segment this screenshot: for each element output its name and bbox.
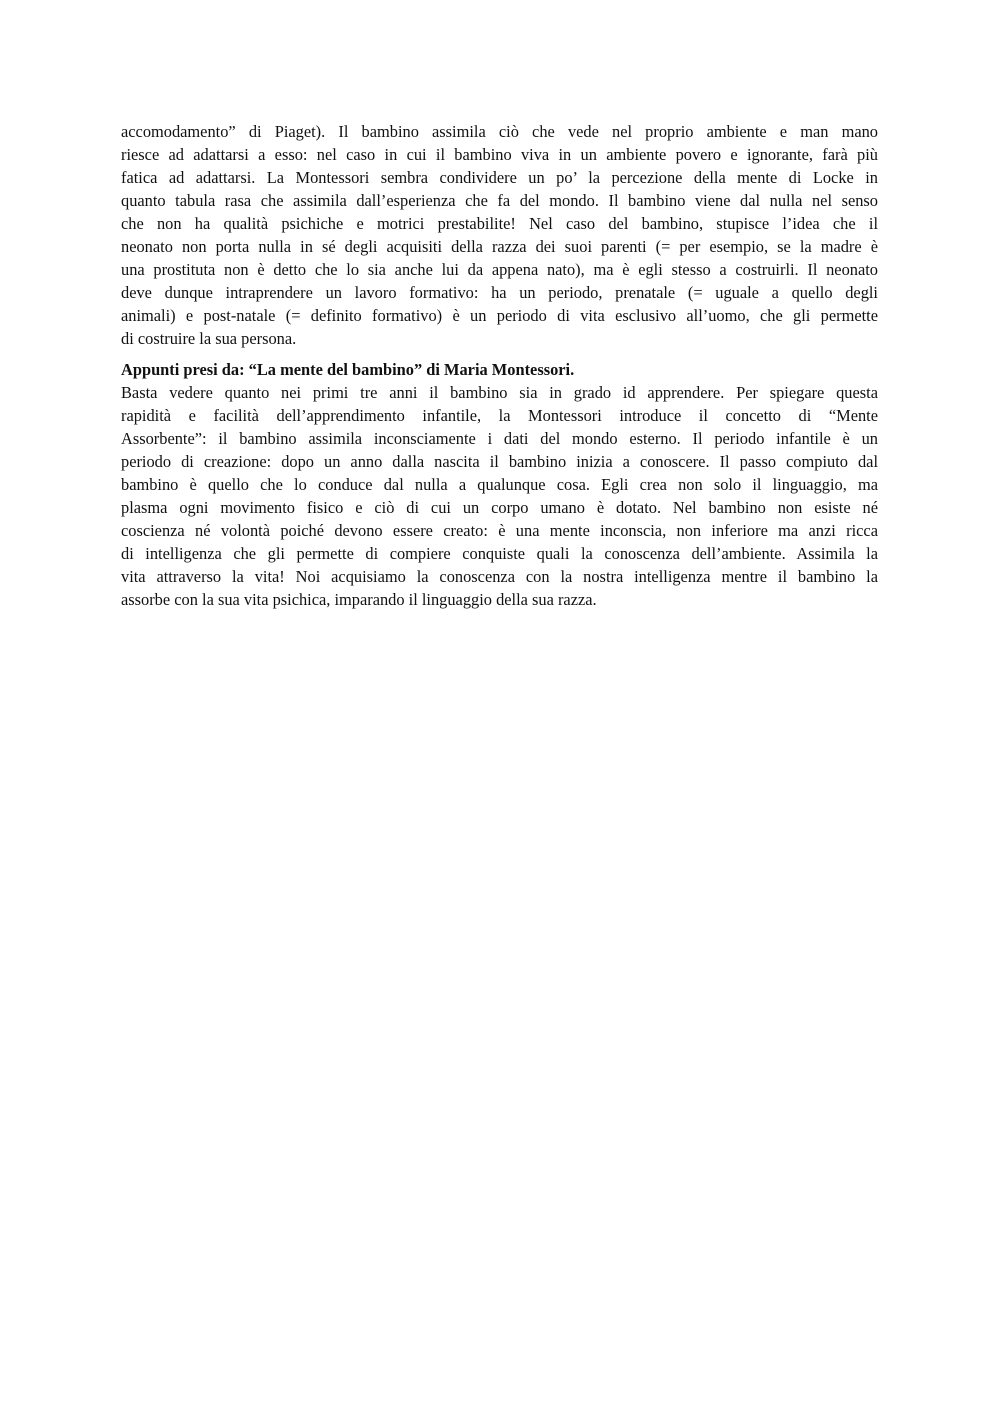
text-line: vita attraverso la vita! Noi acquisiamo la conoscenza con la nostra intelligenza mentre il bambino la [121,567,878,586]
section-heading: Appunti presi da: “La mente del bambino” di Maria Montessori. [121,360,575,379]
text-line: quanto tabula rasa che assimila dall’esperienza che fa del mondo. Il bambino viene dal nulla nel senso [121,191,878,210]
section-mente-del-bambino [121,358,878,611]
text-line: bambino è quello che lo conduce dal nulla a qualunque cosa. Egli crea non solo il linguaggio, ma [121,475,878,494]
text-line: rapidità e facilità dell’apprendimento infantile, la Montessori introduce il concetto di “Mente [121,406,878,425]
text-line: Basta vedere quanto nei primi tre anni il bambino sia in grado id apprendere. Per spiegare questa [121,383,878,402]
document-body [121,120,878,611]
text-line: plasma ogni movimento fisico e ciò di cui un corpo umano è dotato. Nel bambino non esiste né [121,498,878,517]
text-line: che non ha qualità psichiche e motrici prestabilite! Nel caso del bambino, stupisce l’idea che il [121,214,878,233]
text-line: fatica ad adattarsi. La Montessori sembra condividere un po’ la percezione della mente di Locke in [121,168,878,187]
paragraph-piaget-montessori [121,120,878,350]
text-line: deve dunque intraprendere un lavoro formativo: ha un periodo, prenatale (= uguale a quello degli [121,283,878,302]
text-line: di costruire la sua persona. [121,329,297,348]
text-line: animali) e post-natale (= definito formativo) è un periodo di vita esclusivo all’uomo, che gli permette [121,306,878,325]
text-line: accomodamento” di Piaget). Il bambino assimila ciò che vede nel proprio ambiente e man mano [121,122,878,141]
text-line: assorbe con la sua vita psichica, imparando il linguaggio della sua razza. [121,590,597,609]
text-line: di intelligenza che gli permette di compiere conquiste quali la conoscenza dell’ambiente. Assimila la [121,544,878,563]
text-line: riesce ad adattarsi a esso: nel caso in cui il bambino viva in un ambiente povero e ignorante, farà più [121,145,878,164]
paragraph-spacer [121,350,878,358]
text-line: periodo di creazione: dopo un anno dalla nascita il bambino inizia a conoscere. Il passo compiuto dal [121,452,878,471]
text-line: neonato non porta nulla in sé degli acquisiti della razza dei suoi parenti (= per esempio, se la madre è [121,237,878,256]
text-line: Assorbente”: il bambino assimila inconsciamente i dati del mondo esterno. Il periodo infantile è un [121,429,878,448]
text-line: coscienza né volontà poiché devono essere creato: è una mente inconscia, non inferiore ma anzi ricca [121,521,878,540]
text-line: una prostituta non è detto che lo sia anche lui da appena nato), ma è egli stesso a costruirli. Il neonato [121,260,878,279]
